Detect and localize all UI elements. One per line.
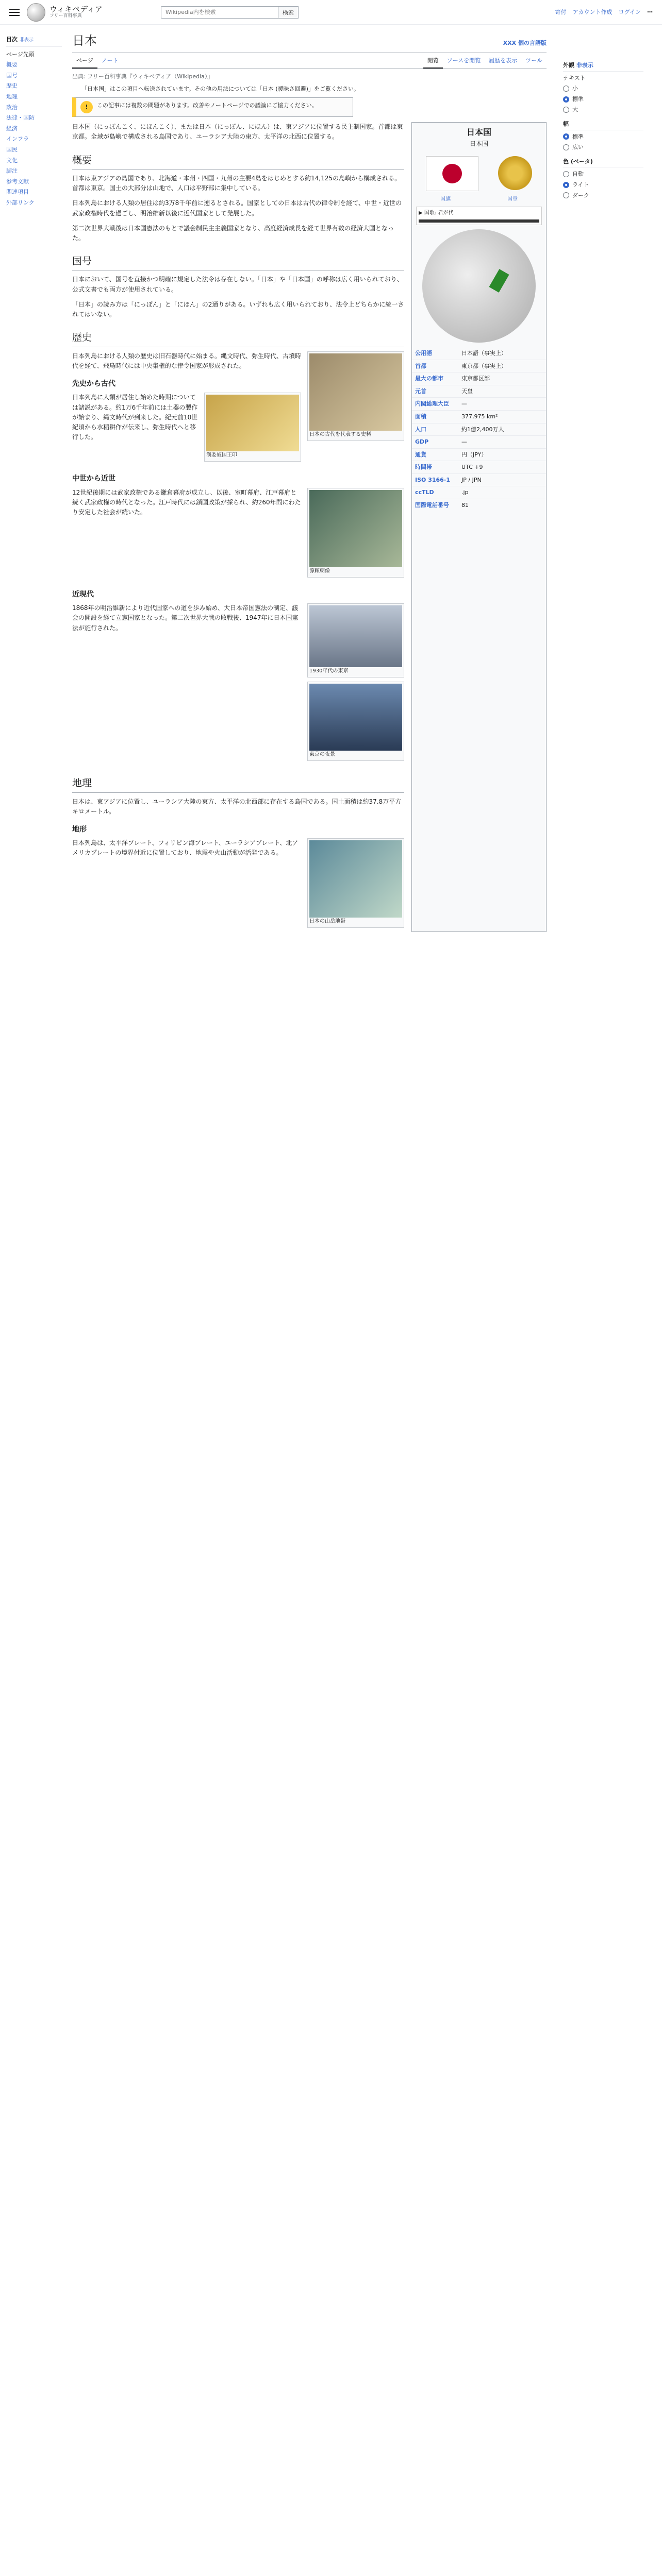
infobox-value: 天皇 — [461, 387, 473, 395]
text-size-small[interactable] — [563, 84, 643, 93]
page-tabs — [72, 54, 547, 69]
radio-icon[interactable] — [563, 144, 569, 150]
figure[interactable] — [307, 603, 404, 677]
infobox-value: 81 — [461, 502, 469, 509]
appearance-hide-button[interactable]: 非表示 — [576, 62, 593, 69]
text-size-standard[interactable] — [563, 95, 643, 104]
infobox-row — [412, 360, 546, 372]
toc-item[interactable]: 文化 — [6, 157, 18, 164]
donate-link[interactable]: 寄付 — [555, 8, 567, 15]
location-map[interactable] — [422, 229, 536, 343]
radio-icon[interactable] — [563, 107, 569, 113]
flag-caption[interactable]: 国旗 — [440, 196, 451, 202]
subsection-heading: 先史から古代 — [72, 379, 115, 388]
infobox-value: .jp — [461, 489, 469, 496]
create-account-link[interactable]: アカウント作成 — [572, 8, 613, 15]
figure-caption: 1930年代の東京 — [309, 668, 349, 674]
infobox-value: 377,975 km² — [461, 413, 498, 420]
intro-paragraph: 日本国（にっぽんこく、にほんこく）、または日本（にっぽん、にほん）は、東アジアに位置する民主制国家。首都は東京都。全域が島嶼で構成される島国であり、ユーラシア大陸の東方、太平洋の北西に位置する。 — [72, 123, 403, 141]
radio-icon[interactable] — [563, 192, 569, 198]
radio-icon[interactable] — [563, 86, 569, 92]
tab-tools[interactable]: ツール — [525, 57, 542, 64]
section-heading: 概要 — [72, 152, 404, 170]
figure-caption: 源頼朝像 — [309, 568, 330, 574]
figure[interactable] — [204, 393, 301, 462]
toc — [0, 25, 62, 932]
infobox-key[interactable]: 最大の都市 — [415, 375, 443, 382]
infobox-subtitle: 日本国 — [469, 140, 488, 147]
paragraph: 日本列島は、太平洋プレート、フィリピン海プレート、ユーラシアプレート、北アメリカプレートの境界付近に位置しており、地震や火山活動が活発である。 — [72, 839, 299, 857]
infobox-key[interactable]: 国際電話番号 — [415, 502, 449, 509]
width-standard[interactable] — [563, 132, 643, 142]
anthem-label: 国歌: 君が代 — [424, 210, 454, 216]
infobox-key[interactable]: 元首 — [415, 387, 426, 395]
radio-label: 標準 — [572, 133, 584, 140]
play-icon[interactable]: ▶ — [419, 210, 423, 216]
menu-icon[interactable] — [9, 9, 20, 16]
paragraph: 日本列島における人類の歴史は旧石器時代に始まる。縄文時代、弥生時代、古墳時代を経て、飛鳥時代には中央集権的な律令国家が形成された。 — [72, 352, 302, 369]
site-title: ウィキペディア — [49, 5, 103, 14]
text-size-large[interactable] — [563, 105, 643, 114]
radio-label: 大 — [572, 106, 578, 113]
infobox-key[interactable]: 時間帯 — [415, 464, 432, 471]
maintenance-box — [72, 97, 353, 117]
maintenance-text: この記事には複数の問題があります。改善やノートページでの議論にご協力ください。 — [97, 102, 318, 109]
infobox-row — [412, 499, 546, 512]
section-heading: 歴史 — [72, 330, 404, 347]
appearance-panel — [557, 25, 650, 932]
infobox-key[interactable]: 通貨 — [415, 451, 426, 458]
width-wide[interactable] — [563, 143, 643, 152]
paragraph: 日本列島における人類の居住は約3万8千年前に遡るとされる。国家としての日本は古代の律令制を経て、中世・近世の武家政権時代を過ごし、明治維新以後に近代国家として発展した。 — [72, 199, 402, 217]
paragraph: 日本において、国号を直接かつ明確に規定した法令は存在しない。「日本」や「日本国」の呼称は広く用いられており、公式文書でも両方が使用されている。 — [72, 276, 403, 293]
paragraph: 「日本」の読み方は「にっぽん」と「にほん」の2通りがある。いずれも広く用いられており、法令上どちらかに統一されてはいない。 — [72, 300, 404, 318]
paragraph: 日本は東アジアの島国であり、北海道・本州・四国・九州の主要4島をはじめとする約14,125の島嶼から構成される。首都は東京。国土の大部分は山地で、人口は平野部に集中している。 — [72, 174, 401, 192]
color-auto[interactable] — [563, 170, 643, 179]
infobox-value: UTC +9 — [461, 464, 483, 471]
figure[interactable] — [307, 488, 404, 578]
infobox-row — [412, 461, 546, 473]
radio-icon[interactable] — [563, 96, 569, 103]
article-body — [72, 122, 404, 932]
paragraph: 第二次世界大戦後は日本国憲法のもとで議会制民主主義国家となり、高度経済成長を経て世界有数の経済大国となった。 — [72, 224, 394, 242]
infobox-value: 約1億2,400万人 — [461, 426, 504, 433]
toc-item[interactable]: 概要 — [6, 61, 18, 69]
toc-item[interactable]: 参考文献 — [6, 178, 29, 185]
infobox-title: 日本国 — [466, 127, 491, 138]
infobox-row — [412, 410, 546, 423]
subsection-heading: 近現代 — [72, 590, 94, 599]
radio-label: ライト — [572, 181, 589, 188]
toc-item[interactable]: 脚注 — [6, 167, 18, 175]
section-heading: 国号 — [72, 253, 404, 270]
tab-talk[interactable]: ノート — [101, 57, 119, 64]
paragraph: 日本列島に人類が居住し始めた時期については諸説がある。約1万6千年前には土器の製作が始まり、縄文時代が到来した。紀元前10世紀頃から水稲耕作が伝来し、弥生時代へと移行した。 — [72, 394, 198, 441]
radio-label: 小 — [572, 85, 578, 92]
page-title: 日本 — [72, 33, 97, 48]
figure-caption: 日本の山岳地帯 — [309, 919, 345, 925]
infobox-key[interactable]: 公用語 — [415, 349, 432, 357]
toc-item[interactable]: 国号 — [6, 72, 18, 79]
article — [62, 25, 557, 932]
infobox-value: 日本語（事実上） — [461, 349, 507, 357]
subsection-heading: 地形 — [72, 825, 87, 834]
color-light[interactable] — [563, 180, 643, 190]
infobox-value: 東京都区部 — [461, 375, 490, 382]
infobox-value: JP / JPN — [461, 476, 482, 483]
figure-caption: 漢委奴国王印 — [206, 452, 237, 459]
infobox-row — [412, 397, 546, 410]
warning-icon: ! — [80, 101, 93, 113]
toc-item[interactable]: 地理 — [6, 93, 18, 100]
toc-item[interactable]: 関連項目 — [6, 189, 29, 196]
tab-history[interactable]: 履歴を表示 — [489, 57, 518, 64]
infobox-row — [412, 347, 546, 360]
paragraph: 日本は、東アジアに位置し、ユーラシア大陸の東方、太平洋の北西部に存在する島国である。国土面積は約37.8万平方キロメートル。 — [72, 798, 402, 815]
radio-label: 自動 — [572, 171, 584, 178]
more-icon[interactable]: ⋯ — [647, 8, 653, 15]
figure-caption: 日本の古代を代表する史料 — [309, 431, 371, 437]
radio-icon[interactable] — [563, 133, 569, 140]
subsection-heading: 中世から近世 — [72, 474, 115, 483]
toc-item[interactable]: 外部リンク — [6, 199, 35, 206]
radio-label: 標準 — [572, 95, 584, 103]
section-heading: 地理 — [72, 775, 404, 792]
flag-image[interactable] — [426, 156, 478, 191]
radio-label: ダーク — [572, 192, 589, 199]
radio-icon[interactable] — [563, 182, 569, 188]
header — [0, 0, 662, 25]
infobox-row — [412, 423, 546, 436]
from-line: 出典: フリー百科事典『ウィキペディア（Wikipedia）』 — [72, 73, 213, 80]
figure[interactable] — [307, 838, 404, 928]
radio-icon[interactable] — [563, 171, 569, 177]
toc-title: 目次 — [6, 36, 18, 43]
text-size-label: テキスト — [563, 74, 586, 81]
emblem-image[interactable] — [498, 156, 532, 190]
figure-caption: 東京の夜景 — [309, 752, 335, 758]
infobox-row — [412, 448, 546, 461]
infobox-value: 東京都（事実上） — [461, 362, 507, 369]
tab-view-source[interactable]: ソースを閲覧 — [446, 57, 481, 64]
color-label: 色 (ベータ) — [563, 157, 643, 168]
hatnote: 「日本国」はこの項目へ転送されています。その他の用法については「日本 (曖昧さ回避)」をご覧ください。 — [81, 85, 359, 92]
radio-label: 広い — [572, 144, 584, 151]
infobox-row — [412, 372, 546, 385]
login-link[interactable]: ログイン — [618, 8, 641, 15]
infobox-key[interactable]: ISO 3166-1 — [415, 476, 451, 483]
figure[interactable] — [307, 682, 404, 761]
infobox-key[interactable]: ccTLD — [415, 489, 434, 496]
toc-item[interactable]: 法律・国防 — [6, 114, 35, 122]
infobox-key[interactable]: GDP — [415, 438, 429, 446]
toc-item[interactable]: 政治 — [6, 104, 18, 111]
infobox-row — [412, 385, 546, 398]
toc-item[interactable]: 歴史 — [6, 82, 18, 90]
emblem-caption[interactable]: 国章 — [507, 196, 518, 202]
width-label: 幅 — [563, 120, 643, 130]
toc-item[interactable]: ページ先頭 — [6, 50, 35, 58]
toc-item[interactable]: 経済 — [6, 125, 18, 132]
infobox-key[interactable]: 人口 — [415, 426, 426, 433]
tab-read[interactable]: 閲覧 — [423, 54, 443, 69]
figure[interactable] — [307, 351, 404, 441]
toc-item[interactable]: 国民 — [6, 146, 18, 153]
infobox — [411, 122, 547, 932]
color-dark[interactable] — [563, 191, 643, 200]
search-box — [161, 6, 299, 19]
paragraph: 12世紀後期には武家政権である鎌倉幕府が成立し、以後、室町幕府、江戸幕府と続く武家政権の時代となった。江戸時代には鎖国政策が採られ、約260年間にわたり安定した社会が続いた。 — [72, 488, 301, 516]
infobox-value: — — [461, 400, 467, 408]
toc-hide-button[interactable]: 非表示 — [20, 38, 34, 43]
infobox-value: 円（JPY） — [461, 451, 487, 458]
search-button[interactable]: 検索 — [278, 6, 299, 19]
search-input[interactable] — [161, 6, 278, 19]
globe-icon — [27, 3, 45, 22]
site-subtitle: フリー百科事典 — [49, 13, 82, 19]
infobox-key[interactable]: 首都 — [415, 362, 426, 369]
infobox-row — [412, 435, 546, 448]
infobox-value: — — [461, 438, 467, 446]
appearance-title: 外観 — [563, 62, 574, 69]
infobox-row — [412, 486, 546, 499]
infobox-key[interactable]: 面積 — [415, 413, 426, 420]
infobox-row — [412, 473, 546, 486]
language-button[interactable]: XXX 個の言語版 — [503, 40, 547, 46]
paragraph: 1868年の明治維新により近代国家への道を歩み始め、大日本帝国憲法の制定、議会の開設を経て立憲国家となった。第二次世界大戦の敗戦後、1947年に日本国憲法が施行された。 — [72, 604, 299, 632]
tab-page[interactable]: ページ — [72, 54, 97, 69]
infobox-key[interactable]: 内閣総理大臣 — [415, 400, 449, 408]
anthem-player[interactable] — [416, 207, 542, 225]
toc-item[interactable]: インフラ — [6, 135, 29, 143]
site-logo[interactable] — [27, 3, 161, 22]
